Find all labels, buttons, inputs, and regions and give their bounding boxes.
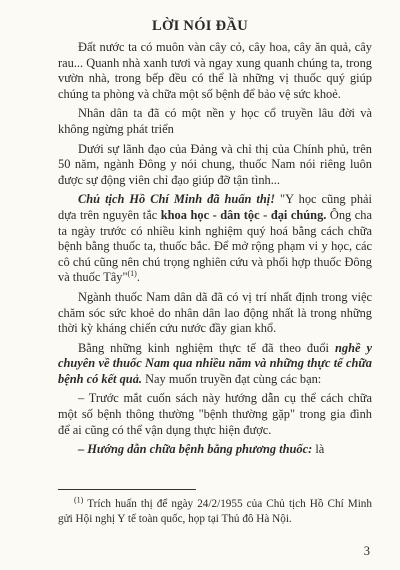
page-number: 3 bbox=[363, 544, 370, 558]
quote-principle: khoa học - dân tộc - đại chúng. bbox=[160, 207, 327, 222]
paragraph-7: – Trước mắt cuốn sách này hướng dẫn cụ thể cách chữa một số bệnh thông thường "bệnh thường gặp" trong gia đình để ai cũng có thể vận dụng thực hiện được. bbox=[58, 391, 372, 437]
quote-end: . bbox=[136, 270, 140, 285]
paragraph-6 bbox=[58, 341, 372, 388]
paragraph-4 bbox=[58, 192, 372, 286]
footnote bbox=[58, 497, 372, 526]
paragraph-3: Dưới sự lãnh đạo của Đảng và chỉ thị của Chính phủ, trên 50 năm, ngành Đông y nói chung, thuốc Nam nói riêng luôn được sự động viên chỉ đạo giúp đỡ tận tình... bbox=[58, 141, 372, 187]
footnote-marker: (1) bbox=[74, 495, 84, 505]
p6-emphasis: nghề y chuyên về thuốc Nam qua nhiều năm và những thực tế chữa bệnh có kết quả. bbox=[58, 340, 373, 386]
p8-rest: là bbox=[312, 442, 325, 457]
footnote-text: Trích huấn thị để ngày 24/2/1955 của Chủ tịch Hồ Chí Minh gửi Hội nghị Y tế toàn quốc, họp tại Thủ đô Hà Nội. bbox=[58, 498, 372, 525]
quote-part-1: "Y học cũng phải dựa trên nguyên tắc bbox=[58, 192, 372, 222]
p6-part-2: Nay muốn truyền đạt cùng các bạn: bbox=[141, 371, 322, 386]
paragraph-2: Nhân dân ta đã có một nền y học cổ truyền lâu đời và không ngừng phát triển bbox=[58, 106, 372, 136]
p6-part-1: Bằng những kinh nghiệm thực tế đã theo đuổi bbox=[78, 340, 335, 355]
quote-part-2: Ông cha ta ngày trước có nhiều kinh nghiệm quý hoá bằng cách chữa bệnh bằng thuốc ta, thuốc bắc. Để mở rộng phạm vi y học, các cô chú cũng nên chú trọng nghiên cứu và phối hợp thuốc Đông và thuốc Tây" bbox=[58, 207, 372, 285]
paragraph-8 bbox=[58, 442, 372, 458]
paragraph-1: Đất nước ta có muôn vàn cây cỏ, cây hoa, cây ăn quả, cây rau... Quanh nhà xanh tươi và ngay xung quanh chúng ta, trong vườn nhà, trong bếp đều có thể là những vị thuốc quý giúp chúng ta phòng và chữa một số bệnh để bảo vệ sức khoẻ. bbox=[58, 40, 372, 101]
footnote-ref: (1) bbox=[127, 269, 137, 279]
p8-emphasis: – Hướng dẫn chữa bệnh bằng phương thuốc: bbox=[78, 442, 313, 457]
body-text bbox=[58, 40, 372, 462]
footnote-divider bbox=[58, 489, 196, 490]
quote-intro: Chủ tịch Hồ Chí Minh đã huấn thị! bbox=[78, 192, 276, 207]
page-title: LỜI NÓI ĐẦU bbox=[152, 18, 248, 34]
paragraph-5: Ngành thuốc Nam dân dã đã có vị trí nhất định trong việc chăm sóc sức khoẻ do nhân dân lao động nhất là trong những thời kỳ kháng chiến cứu nước đầy gian khổ. bbox=[58, 289, 372, 336]
